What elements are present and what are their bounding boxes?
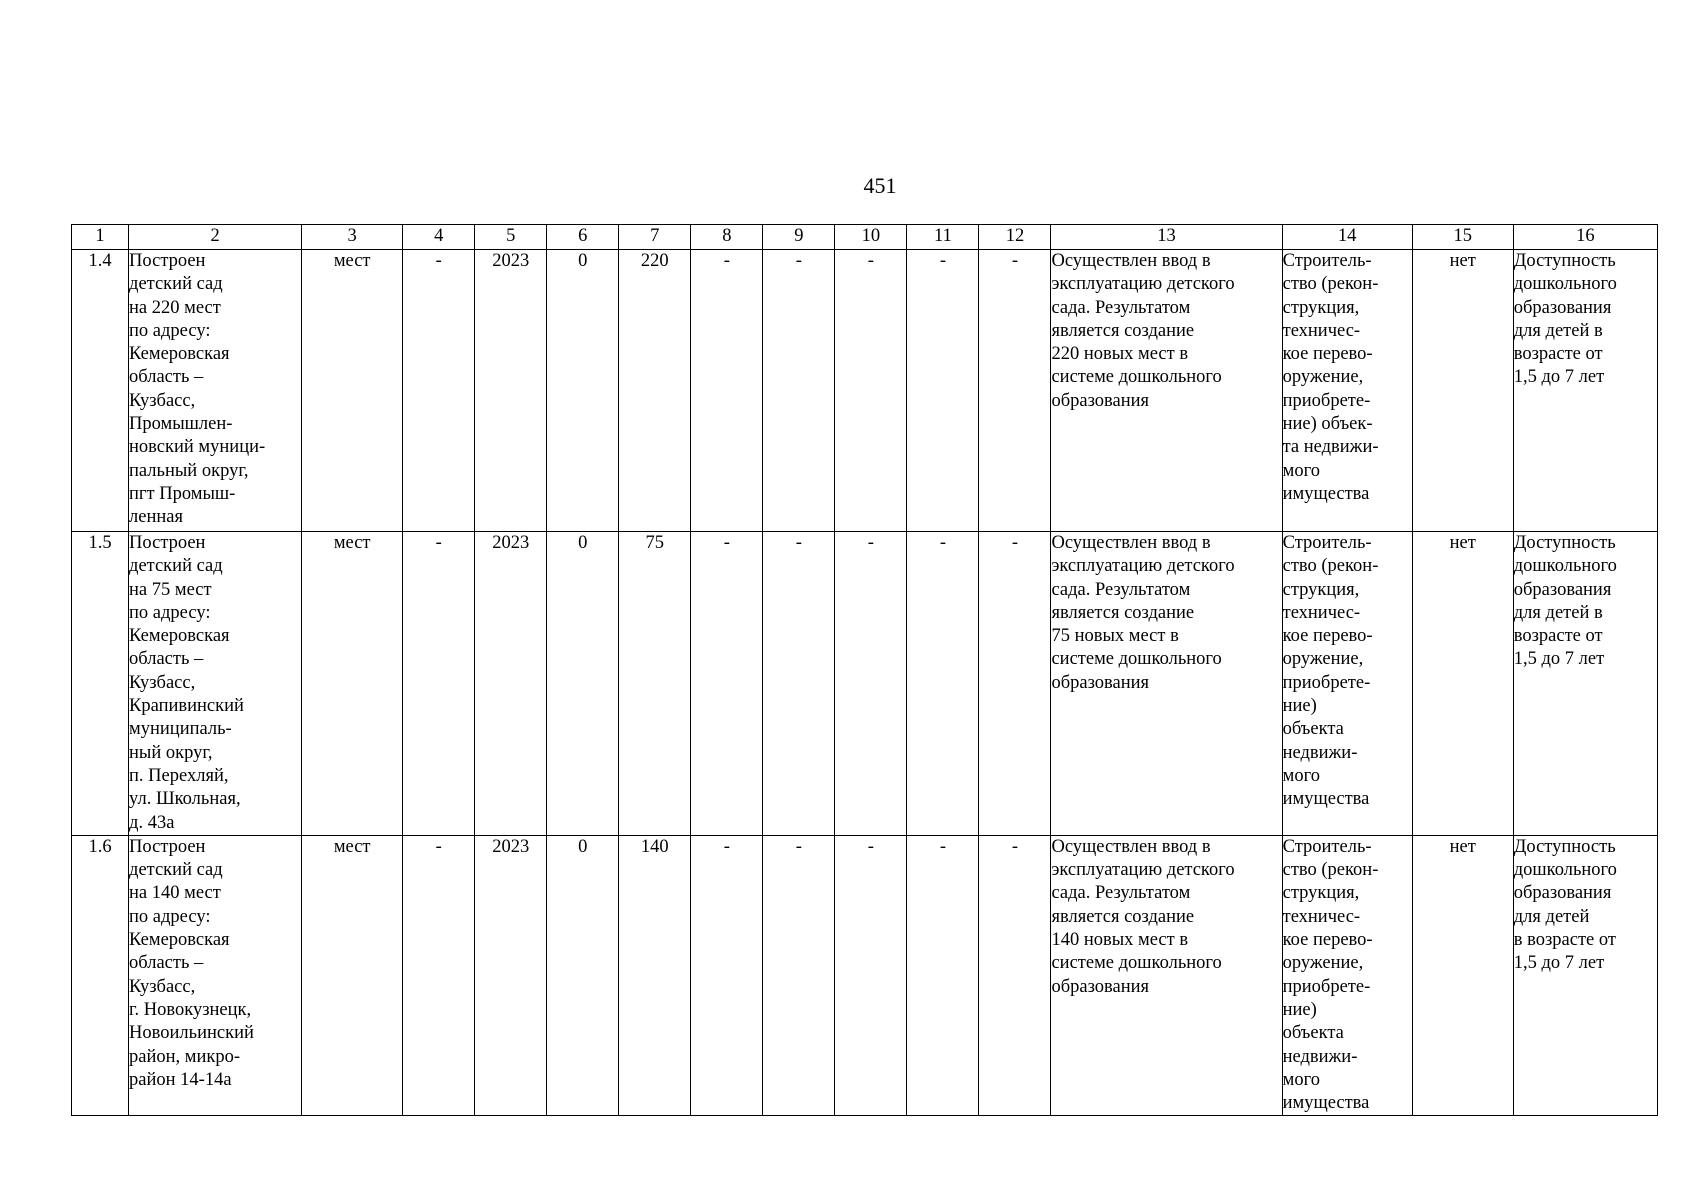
- object-name-line: муниципаль-: [129, 719, 232, 740]
- object-name-line: по адресу:: [129, 602, 211, 623]
- type-line: Строитель-: [1282, 836, 1372, 857]
- year-cell: 2023: [475, 835, 547, 1116]
- value-cell: -: [403, 532, 475, 836]
- object-name-line: ул. Школьная,: [129, 789, 241, 810]
- column-header: 12: [979, 225, 1051, 250]
- effect-line: образования: [1513, 883, 1612, 904]
- type-line: мого: [1282, 765, 1320, 786]
- effect-line: для детей в: [1513, 602, 1603, 623]
- result-line: 140 новых мест в: [1051, 930, 1189, 951]
- object-name-line: Промышлен-: [129, 414, 233, 435]
- flag-cell: нет: [1412, 532, 1513, 836]
- type-line: кое перево-: [1282, 344, 1373, 365]
- type-line: оружение,: [1282, 649, 1364, 670]
- result-line: эксплуатацию детского: [1051, 274, 1235, 295]
- table-row: [72, 835, 1658, 1116]
- object-name-line: п. Перехляй,: [129, 765, 229, 786]
- type-line: струкция,: [1282, 883, 1360, 904]
- column-number-row: [72, 225, 1658, 250]
- row-number: 1.5: [72, 532, 129, 836]
- value-cell: -: [691, 532, 763, 836]
- effect-line: 1,5 до 7 лет: [1513, 953, 1605, 974]
- effect-line: 1,5 до 7 лет: [1513, 367, 1605, 388]
- column-header: 1: [72, 225, 129, 250]
- object-name-line: д. 43а: [129, 812, 175, 833]
- column-header: 14: [1282, 225, 1412, 250]
- column-header: 13: [1051, 225, 1282, 250]
- type-line: оружение,: [1282, 367, 1364, 388]
- type-line: объекта: [1282, 719, 1344, 740]
- value-cell: -: [763, 250, 835, 532]
- flag-cell: нет: [1412, 250, 1513, 532]
- value-cell: 75: [619, 532, 691, 836]
- object-name-line: Кемеровская: [129, 344, 230, 365]
- effect-line: возрасте от: [1513, 344, 1603, 365]
- value-cell: 0: [547, 835, 619, 1116]
- result-line: сада. Результатом: [1051, 579, 1191, 600]
- column-header: 3: [302, 225, 403, 250]
- type-line: приобрете-: [1282, 390, 1371, 411]
- unit-cell: мест: [302, 532, 403, 836]
- type-cell: [1282, 835, 1412, 1116]
- result-line: системе дошкольного: [1051, 953, 1222, 974]
- value-cell: -: [691, 250, 763, 532]
- result-line: является создание: [1051, 906, 1195, 927]
- object-name-line: Построен: [129, 836, 206, 857]
- result-cell: [1051, 835, 1282, 1116]
- result-line: образования: [1051, 390, 1150, 411]
- object-name-line: пгт Промыш-: [129, 483, 236, 504]
- type-line: имущества: [1282, 1093, 1370, 1114]
- type-line: ство (рекон-: [1282, 274, 1379, 295]
- result-line: является создание: [1051, 602, 1195, 623]
- value-cell: -: [835, 835, 907, 1116]
- effect-line: возрасте от: [1513, 626, 1603, 647]
- object-name-line: ный округ,: [129, 742, 213, 763]
- type-line: ние) объек-: [1282, 414, 1373, 435]
- column-header: 10: [835, 225, 907, 250]
- type-line: техничес-: [1282, 602, 1361, 623]
- object-name-line: район 14-14а: [129, 1069, 232, 1090]
- object-name-line: г. Новокузнецк,: [129, 999, 252, 1020]
- result-line: Осуществлен ввод в: [1051, 533, 1211, 553]
- project-table: [71, 224, 1658, 1116]
- object-name-line: Новоильинский: [129, 1023, 254, 1044]
- type-cell: [1282, 250, 1412, 532]
- object-name-line: детский сад: [129, 860, 223, 881]
- effect-line: для детей в: [1513, 320, 1603, 341]
- type-line: струкция,: [1282, 297, 1360, 318]
- value-cell: -: [403, 250, 475, 532]
- column-header: 16: [1513, 225, 1657, 250]
- effect-line: Доступность: [1513, 533, 1616, 553]
- unit-cell: мест: [302, 250, 403, 532]
- row-number: 1.4: [72, 250, 129, 532]
- table-row: [72, 532, 1658, 836]
- effect-line: дошкольного: [1513, 274, 1617, 295]
- result-line: образования: [1051, 672, 1150, 693]
- type-line: объекта: [1282, 1023, 1344, 1044]
- value-cell: 220: [619, 250, 691, 532]
- type-line: имущества: [1282, 483, 1370, 504]
- type-line: ство (рекон-: [1282, 556, 1379, 577]
- object-name-line: область –: [129, 367, 204, 388]
- year-cell: 2023: [475, 532, 547, 836]
- object-name-line: Кузбасс,: [129, 976, 196, 997]
- result-line: Осуществлен ввод в: [1051, 836, 1211, 857]
- value-cell: -: [835, 250, 907, 532]
- object-name-line: детский сад: [129, 274, 223, 295]
- effect-line: Доступность: [1513, 251, 1616, 271]
- type-line: струкция,: [1282, 579, 1360, 600]
- result-line: является создание: [1051, 320, 1195, 341]
- result-line: образования: [1051, 976, 1150, 997]
- value-cell: 0: [547, 532, 619, 836]
- type-line: техничес-: [1282, 320, 1361, 341]
- object-name-line: Кузбасс,: [129, 390, 196, 411]
- object-name-cell: [129, 835, 302, 1116]
- value-cell: -: [691, 835, 763, 1116]
- column-header: 5: [475, 225, 547, 250]
- value-cell: 0: [547, 250, 619, 532]
- object-name-line: Крапивинский: [129, 696, 244, 717]
- type-line: кое перево-: [1282, 930, 1373, 951]
- value-cell: -: [763, 532, 835, 836]
- result-line: 75 новых мест в: [1051, 626, 1179, 647]
- effect-line: Доступность: [1513, 836, 1616, 857]
- object-name-cell: [129, 250, 302, 532]
- type-line: ние): [1282, 999, 1317, 1020]
- type-line: техничес-: [1282, 906, 1361, 927]
- object-name-line: Кемеровская: [129, 626, 230, 647]
- type-line: мого: [1282, 460, 1320, 481]
- type-line: недвижи-: [1282, 742, 1358, 763]
- type-line: ство (рекон-: [1282, 860, 1379, 881]
- value-cell: -: [403, 835, 475, 1116]
- type-line: ние): [1282, 696, 1317, 717]
- type-line: та недвижи-: [1282, 437, 1379, 458]
- year-cell: 2023: [475, 250, 547, 532]
- result-line: системе дошкольного: [1051, 367, 1222, 388]
- effect-line: 1,5 до 7 лет: [1513, 649, 1605, 670]
- effect-line: образования: [1513, 297, 1612, 318]
- effect-line: образования: [1513, 579, 1612, 600]
- object-name-line: область –: [129, 649, 204, 670]
- table-row: [72, 250, 1658, 532]
- effect-cell: [1513, 532, 1657, 836]
- object-name-line: на 220 мест: [129, 297, 221, 318]
- effect-line: для детей: [1513, 906, 1590, 927]
- object-name-line: Построен: [129, 251, 206, 271]
- object-name-line: ленная: [129, 507, 183, 528]
- result-cell: [1051, 532, 1282, 836]
- object-name-line: новский муници-: [129, 437, 266, 458]
- object-name-cell: [129, 532, 302, 836]
- result-line: системе дошкольного: [1051, 649, 1222, 670]
- result-line: 220 новых мест в: [1051, 344, 1189, 365]
- result-line: Осуществлен ввод в: [1051, 251, 1211, 271]
- object-name-line: детский сад: [129, 556, 223, 577]
- column-header: 7: [619, 225, 691, 250]
- effect-line: в возрасте от: [1513, 930, 1616, 951]
- object-name-line: пальный округ,: [129, 460, 249, 481]
- column-header: 4: [403, 225, 475, 250]
- object-name-line: район, микро-: [129, 1046, 241, 1067]
- result-cell: [1051, 250, 1282, 532]
- type-line: оружение,: [1282, 953, 1364, 974]
- effect-cell: [1513, 250, 1657, 532]
- column-header: 8: [691, 225, 763, 250]
- row-number: 1.6: [72, 835, 129, 1116]
- type-line: имущества: [1282, 789, 1370, 810]
- value-cell: -: [907, 532, 979, 836]
- value-cell: -: [835, 532, 907, 836]
- column-header: 15: [1412, 225, 1513, 250]
- value-cell: -: [907, 250, 979, 532]
- object-name-line: на 140 мест: [129, 883, 221, 904]
- result-line: эксплуатацию детского: [1051, 860, 1235, 881]
- object-name-line: Кемеровская: [129, 930, 230, 951]
- type-cell: [1282, 532, 1412, 836]
- value-cell: -: [979, 250, 1051, 532]
- type-line: кое перево-: [1282, 626, 1373, 647]
- type-line: мого: [1282, 1069, 1320, 1090]
- column-header: 9: [763, 225, 835, 250]
- page-number: 451: [863, 173, 897, 198]
- type-line: приобрете-: [1282, 672, 1371, 693]
- value-cell: 140: [619, 835, 691, 1116]
- result-line: сада. Результатом: [1051, 297, 1191, 318]
- type-line: приобрете-: [1282, 976, 1371, 997]
- value-cell: -: [979, 835, 1051, 1116]
- object-name-line: Построен: [129, 533, 206, 553]
- type-line: Строитель-: [1282, 533, 1372, 553]
- object-name-line: Кузбасс,: [129, 672, 196, 693]
- effect-line: дошкольного: [1513, 556, 1617, 577]
- object-name-line: область –: [129, 953, 204, 974]
- result-line: сада. Результатом: [1051, 883, 1191, 904]
- type-line: недвижи-: [1282, 1046, 1358, 1067]
- column-header: 6: [547, 225, 619, 250]
- unit-cell: мест: [302, 835, 403, 1116]
- object-name-line: по адресу:: [129, 906, 211, 927]
- type-line: Строитель-: [1282, 251, 1372, 271]
- value-cell: -: [979, 532, 1051, 836]
- column-header: 2: [129, 225, 302, 250]
- object-name-line: по адресу:: [129, 320, 211, 341]
- value-cell: -: [763, 835, 835, 1116]
- value-cell: -: [907, 835, 979, 1116]
- result-line: эксплуатацию детского: [1051, 556, 1235, 577]
- effect-line: дошкольного: [1513, 860, 1617, 881]
- flag-cell: нет: [1412, 835, 1513, 1116]
- column-header: 11: [907, 225, 979, 250]
- object-name-line: на 75 мест: [129, 579, 212, 600]
- effect-cell: [1513, 835, 1657, 1116]
